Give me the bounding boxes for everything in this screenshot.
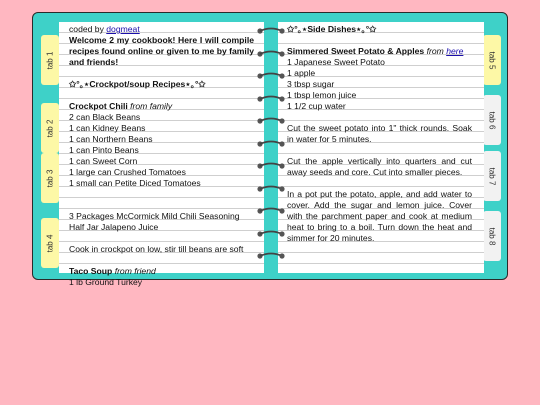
binder-ring: [256, 230, 286, 238]
recipe-source: from family: [130, 101, 173, 111]
tab-label: tab 4: [45, 234, 55, 252]
tab-2[interactable]: [41, 103, 59, 153]
ingredient: 1 large can Crushed Tomatoes: [69, 167, 186, 177]
welcome-text: Welcome 2 my cookbook! Here I will compile recipes found online or given to me by family and friends!: [69, 35, 254, 67]
binder-ring: [256, 95, 286, 103]
tab-label: tab 7: [487, 167, 497, 185]
ingredient: 1 can Northern Beans: [69, 134, 153, 144]
credit-line: coded by dogmeat: [69, 24, 140, 34]
ingredient: 1 tbsp lemon juice: [287, 90, 357, 100]
credit-link[interactable]: dogmeat: [106, 24, 140, 34]
binder-ring: [256, 185, 286, 193]
binder-ring: [256, 72, 286, 80]
ingredient: 1 can Kidney Beans: [69, 123, 146, 133]
binder-ring: [256, 140, 286, 148]
ingredient: 3 Packages McCormick Mild Chili Seasoning: [69, 211, 240, 221]
tab-7[interactable]: [483, 151, 501, 201]
section-title-crockpot: ✩°｡⋆Crockpot/soup Recipes⋆｡°✩: [69, 79, 206, 89]
tab-5[interactable]: [483, 35, 501, 85]
tab-label: tab 8: [487, 227, 497, 245]
cookbook: [32, 12, 508, 287]
ingredient: 2 can Black Beans: [69, 112, 141, 122]
section-title-sides: ✩°｡⋆Side Dishes⋆｡°✩: [287, 24, 377, 34]
source-link[interactable]: here: [446, 46, 464, 56]
tab-label: tab 2: [45, 119, 55, 137]
tab-label: tab 3: [45, 169, 55, 187]
binder-ring: [256, 117, 286, 125]
step-2: Cut the apple vertically into quarters and cut away seeds and core. Cut into smaller pieces.: [287, 156, 472, 177]
instructions: Cook in crockpot on low, stir till beans are soft: [69, 244, 244, 254]
tab-6[interactable]: [483, 95, 501, 145]
ingredient: 1 can Sweet Corn: [69, 156, 138, 166]
tab-8[interactable]: [483, 211, 501, 261]
tab-4[interactable]: [41, 218, 59, 268]
tab-1[interactable]: [41, 35, 59, 85]
binder-ring: [256, 50, 286, 58]
tab-label: tab 6: [487, 111, 497, 129]
recipe-title-sweet-potato: Simmered Sweet Potato & Apples from here: [287, 46, 464, 56]
ingredient: 1 1/2 cup water: [287, 101, 346, 111]
binder-ring: [256, 252, 286, 260]
ingredient: 1 small can Petite Diced Tomatoes: [69, 178, 201, 188]
right-page[interactable]: [278, 22, 484, 273]
binder-ring: [256, 162, 286, 170]
ingredient: 1 lb Ground Turkey: [69, 277, 143, 287]
step-3: In a pot put the potato, apple, and add water to cover. Add the sugar and lemon juice. Cover with the parchment paper and cook at medium heat to bring to a boil. Turn down the heat and simmer for 20 minutes.: [287, 189, 472, 243]
ingredient: Half Jar Jalapeno Juice: [69, 222, 159, 232]
ingredient: 1 can Pinto Beans: [69, 145, 139, 155]
tab-label: tab 5: [487, 51, 497, 69]
ingredient: 1 Japanese Sweet Potato: [287, 57, 385, 67]
tab-label: tab 1: [45, 51, 55, 69]
left-page[interactable]: [59, 22, 264, 287]
ingredient: 3 tbsp sugar: [287, 79, 335, 89]
recipe-title-chili: Crockpot Chili from family: [69, 101, 173, 111]
tab-3[interactable]: [41, 153, 59, 203]
binder-ring: [256, 207, 286, 215]
recipe-source: from friend: [114, 266, 156, 276]
recipe-title-taco: Taco Soup from friend: [69, 266, 156, 276]
ingredient: 1 apple: [287, 68, 316, 78]
step-1: Cut the sweet potato into 1" thick rounds. Soak in water for 5 minutes.: [287, 123, 472, 144]
binder-ring: [256, 27, 286, 35]
